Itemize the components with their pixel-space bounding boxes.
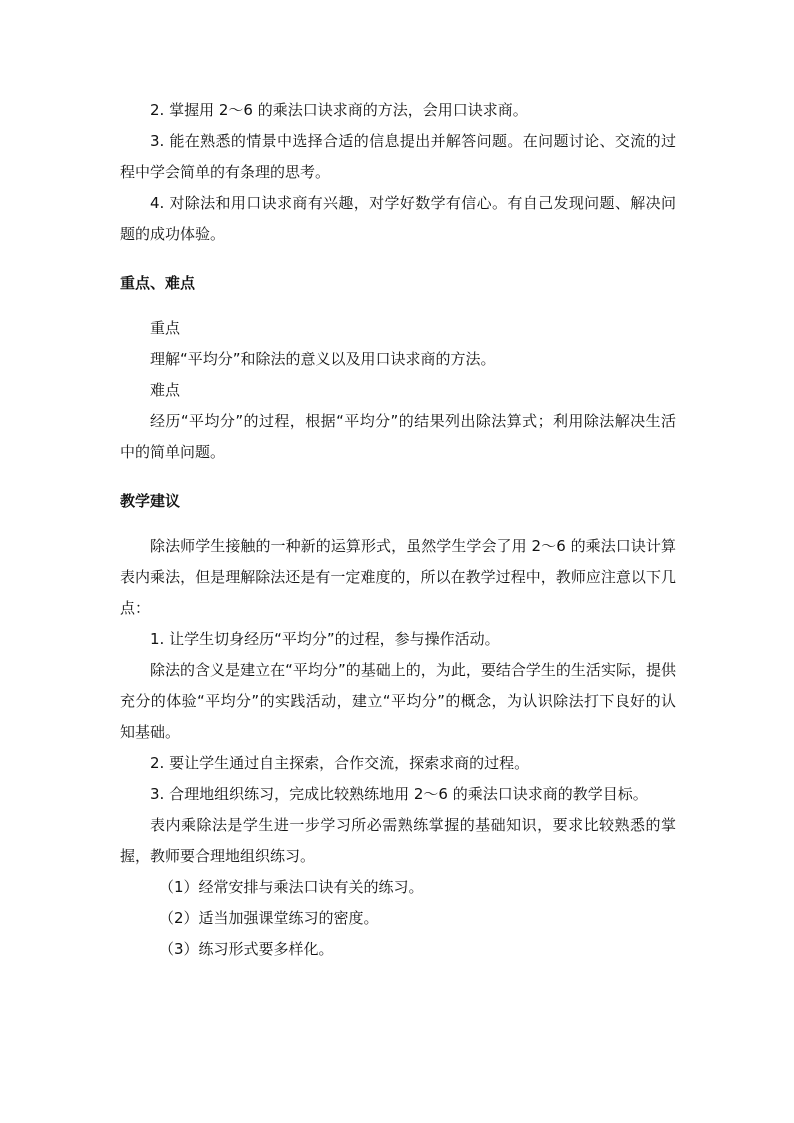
objective-3: 3. 能在熟悉的情景中选择合适的信息提出并解答问题。在问题讨论、交流的过程中学会简单的有条理的思考。 [120, 132, 676, 181]
suggestions-heading: 教学建议 [120, 492, 181, 510]
practice-item-2: （2）适当加强课堂练习的密度。 [159, 909, 379, 927]
practice-item-3: （3）练习形式要多样化。 [159, 940, 334, 958]
document-page [120, 95, 676, 965]
practice-item-1: （1）经常安排与乘法口诀有关的练习。 [159, 878, 424, 896]
key-points-heading: 重点、难点 [120, 274, 196, 292]
objective-4: 4. 对除法和用口诀求商有兴趣，对学好数学有信心。有自己发现问题、解决问题的成功体验。 [120, 194, 676, 243]
suggestions-intro: 除法师学生接触的一种新的运算形式，虽然学生学会了用 2～6 的乘法口诀计算表内乘法，但是理解除法还是有一定难度的，所以在教学过程中，教师应注意以下几点： [120, 537, 676, 617]
suggestion-point-3: 3. 合理地组织练习，完成比较熟练地用 2～6 的乘法口诀求商的教学目标。 [150, 785, 648, 803]
suggestion-point-1-detail: 除法的含义是建立在“平均分”的基础上的，为此，要结合学生的生活实际，提供充分的体验“平均分”的实践活动，建立“平均分”的概念，为认识除法打下良好的认知基础。 [120, 661, 676, 741]
suggestion-point-1: 1. 让学生切身经历“平均分”的过程，参与操作活动。 [150, 630, 500, 648]
objective-2: 2. 掌握用 2～6 的乘法口诀求商的方法，会用口诀求商。 [150, 101, 528, 119]
suggestion-point-3-detail: 表内乘除法是学生进一步学习所必需熟练掌握的基础知识，要求比较熟悉的掌握，教师要合理地组织练习。 [120, 816, 676, 865]
focus-label: 重点 [150, 319, 181, 337]
difficulty-label: 难点 [150, 381, 181, 399]
suggestion-point-2: 2. 要让学生通过自主探索，合作交流，探索求商的过程。 [150, 754, 530, 772]
difficulty-text: 经历“平均分”的过程，根据“平均分”的结果列出除法算式；利用除法解决生活中的简单问题。 [120, 412, 676, 461]
focus-text: 理解“平均分”和除法的意义以及用口诀求商的方法。 [150, 350, 496, 368]
